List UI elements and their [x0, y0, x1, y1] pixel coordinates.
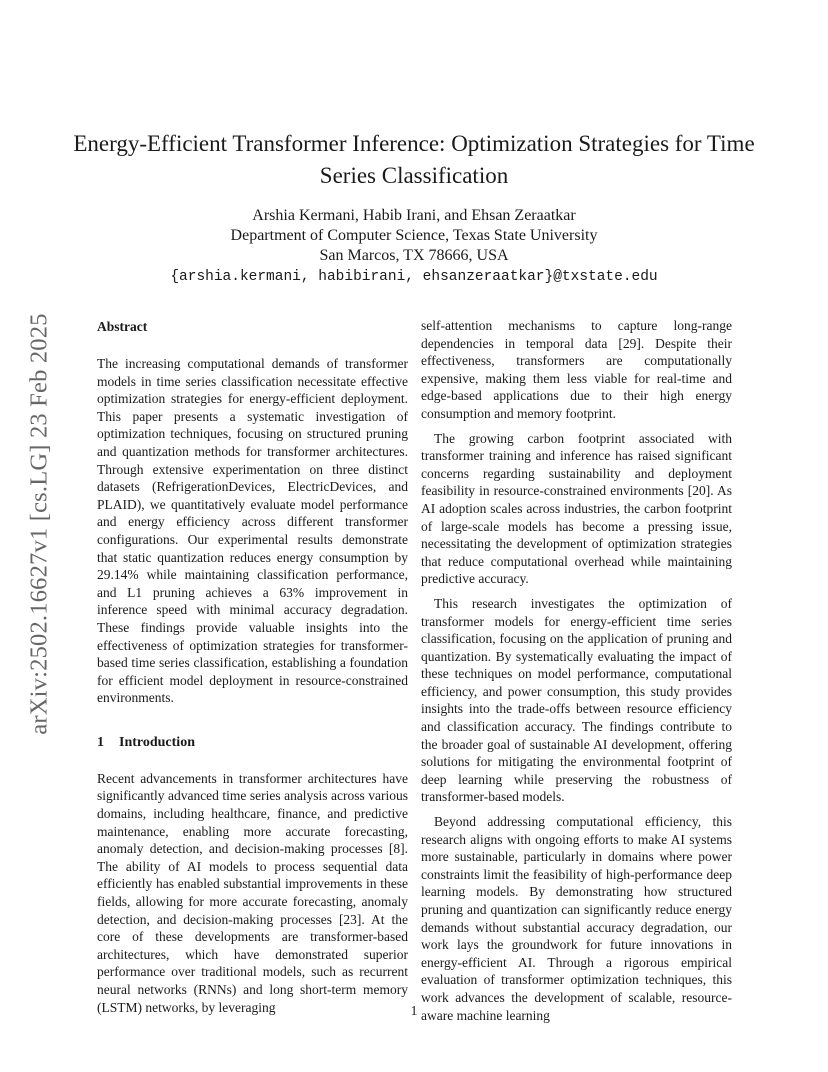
section-number: 1 [97, 734, 104, 750]
left-column [97, 317, 408, 1016]
right-column [421, 317, 732, 1024]
email-usernames: {arshia.kermani, habibirani, ehsanzeraatkar} [170, 269, 554, 285]
intro-paragraph-3: This research investigates the optimization of transformer models for energy-efficient time series classification, focusing on the application of pruning and quantization. By systematically evaluating the impact of these techniques on model performance, computational efficiency, and power consumption, this study provides insights into the trade-offs between resource efficiency and classification accuracy. The findings contribute to the broader goal of sustainable AI development, offering solutions for mitigating the environmental footprint of deep learning while preserving the robustness of transformer-based models. [421, 595, 732, 805]
section-heading-introduction [97, 733, 408, 753]
abstract-heading: Abstract [97, 319, 148, 334]
arxiv-identifier [22, 288, 58, 760]
page-number: 1 [410, 1003, 418, 1018]
arxiv-id-text: arXiv:2502.16627v1 [cs.LG] 23 Feb 2025 [26, 313, 54, 735]
author-emails [60, 266, 768, 286]
paper-title: Energy-Efficient Transformer Inference: Optimization Strategies for Time Series Classification [73, 131, 755, 188]
intro-paragraph-1: Recent advancements in transformer architectures have significantly advanced time series analysis across various domains, including healthcare, finance, and predictive maintenance, enabling more accurate forecasting, anomaly detection, and decision-making processes [8]. The ability of AI models to process sequential data efficiently has enabled substantial improvements in these fields, allowing for more accurate forecasting, anomaly detection, and decision-making processes [23]. At the core of these developments are transformer-based architectures, which have demonstrated superior performance over traditional models, such as recurrent neural networks (RNNs) and long short-term memory (LSTM) networks, by leveraging [97, 770, 408, 1015]
intro-paragraph-2: The growing carbon footprint associated with transformer training and inference has raised significant concerns regarding sustainability and deployment feasibility in resource-constrained environments [20]. As AI adoption scales across industries, the carbon footprint of large-scale models has become a pressing issue, necessitating the development of optimization strategies that reduce computational overhead while maintaining predictive accuracy. [421, 430, 732, 587]
email-domain: @txstate.edu [553, 269, 658, 285]
intro-paragraph-1-continued: self-attention mechanisms to capture long-range dependencies in temporal data [29]. Despite their effectiveness, transformers are computationally expensive, making them less viable for real-time and edge-based applications due to their high energy consumption and memory footprint. [421, 318, 732, 421]
section-title: Introduction [119, 734, 195, 750]
author-address: San Marcos, TX 78666, USA [319, 247, 509, 264]
abstract-text: The increasing computational demands of transformer models in time series classification necessitate effective optimization strategies for energy-efficient deployment. This paper presents a systematic investigation of optimization techniques, focusing on structured pruning and quantization methods for transformer architectures. Through extensive experimentation on three distinct datasets (RefrigerationDevices, ElectricDevices, and PLAID), we quantitatively evaluate model performance and energy efficiency across different transformer configurations. Our experimental results demonstrate that static quantization reduces energy consumption by 29.14% while maintaining classification performance, and L1 pruning achieves a 63% improvement in inference speed with minimal accuracy degradation. These findings provide valuable insights into the effectiveness of optimization strategies for transformer-based time series classification, establishing a foundation for efficient model deployment in resource-constrained environments. [97, 356, 408, 706]
author-affiliation: Department of Computer Science, Texas State University [230, 227, 598, 244]
intro-paragraph-4: Beyond addressing computational efficiency, this research aligns with ongoing efforts to make AI systems more sustainable, particularly in domains where power constraints limit the feasibility of high-performance deep learning models. By demonstrating how structured pruning and quantization can significantly reduce energy demands without substantial accuracy degradation, our work lays the groundwork for future innovations in energy-efficient AI. Through a rigorous empirical evaluation of transformer optimization techniques, this work advances the development of scalable, resource-aware machine learning [421, 814, 732, 1023]
author-block [60, 206, 768, 286]
author-names: Arshia Kermani, Habib Irani, and Ehsan Zeraatkar [252, 207, 576, 224]
